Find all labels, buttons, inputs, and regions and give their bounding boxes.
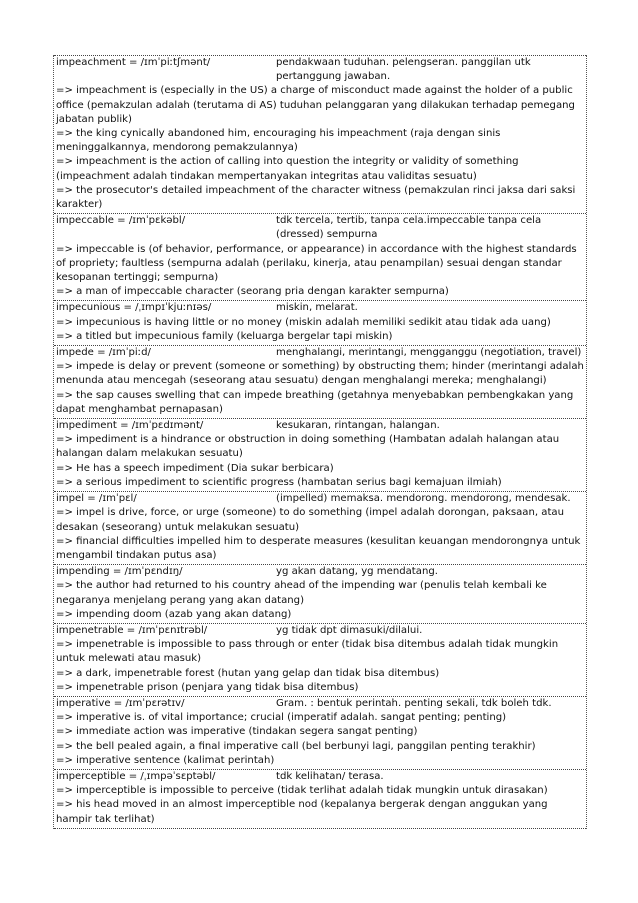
entry-example-line: => a titled but impecunious family (keluarga bergelar tapi miskin) bbox=[56, 330, 393, 342]
entry-term: impenetrable = /ɪmˈpɛnɪtrəbl/ bbox=[56, 624, 208, 636]
entry-term: impede = /ɪmˈpiːd/ bbox=[56, 347, 151, 359]
entry-meaning: kesukaran, rintangan, halangan. bbox=[276, 420, 440, 432]
entry-headline bbox=[56, 565, 584, 579]
entry-headline bbox=[56, 770, 584, 784]
entry-example-line: => impending doom (azab yang akan datang) bbox=[56, 608, 292, 620]
entry-example-line: => his head moved in an almost imperceptible nod (kepalanya bergerak dengan anggukan yang hampir tak terlihat) bbox=[56, 799, 548, 825]
entry-example-line: => impeachment is (especially in the US) a charge of misconduct made against the holder of a public office (pemakzulan adalah (terutama di AS) tuduhan pelanggaran yang dilakukan terhadap pemegang jabatan publik) bbox=[56, 85, 575, 125]
entry-example-line: => a serious impediment to scientific progress (hambatan serius bagi kemajuan ilmiah) bbox=[56, 476, 502, 488]
entry-headline bbox=[56, 56, 584, 84]
entry-example-line: => imperative is. of vital importance; crucial (imperatif adalah. sangat penting; penting) bbox=[56, 712, 507, 724]
entry-headline bbox=[56, 301, 584, 315]
entry-example-line: => He has a speech impediment (Dia sukar berbicara) bbox=[56, 462, 334, 474]
entry-meaning: pendakwaan tuduhan. pelengseran. panggilan utk pertanggung jawaban. bbox=[276, 57, 531, 83]
entry-meaning: tdk tercela, tertib, tanpa cela.impeccable tanpa cela (dressed) sempurna bbox=[276, 215, 542, 241]
entry-meaning: (impelled) memaksa. mendorong. mendorong, mendesak. bbox=[276, 493, 571, 505]
entry-headline bbox=[56, 492, 584, 506]
entry-example-line: => impecunious is having little or no money (miskin adalah memiliki sedikit atau tidak ada uang) bbox=[56, 316, 551, 328]
entry-example-line: => a man of impeccable character (seorang pria dengan karakter sempurna) bbox=[56, 286, 449, 298]
entry-example-line: => a dark, impenetrable forest (hutan yang gelap dan tidak bisa ditembus) bbox=[56, 667, 440, 679]
entry-example-line: => the king cynically abandoned him, encouraging his impeachment (raja dengan sinis meninggalkannya, mendorong pemakzulannya) bbox=[56, 128, 501, 154]
entry-example-line: => imperceptible is impossible to perceive (tidak terlihat adalah tidak mungkin untuk dirasakan) bbox=[56, 785, 548, 797]
dictionary-entry bbox=[54, 300, 586, 345]
entry-example-line: => impenetrable is impossible to pass through or enter (tidak bisa ditembus adalah tidak mungkin untuk melewati atau masuk) bbox=[56, 639, 559, 665]
entry-headline bbox=[56, 624, 584, 638]
entry-headline bbox=[56, 419, 584, 433]
entry-example-line: => the sap causes swelling that can impede breathing (getahnya menyebabkan pembengkakan yang dapat menghambat pernapasan) bbox=[56, 389, 574, 415]
entry-term: impel = /ɪmˈpɛl/ bbox=[56, 493, 137, 505]
dictionary-entry bbox=[54, 769, 586, 829]
entry-example-line: => impede is delay or prevent (someone or something) by obstructing them; hinder (merintangi adalah menunda atau mencegah (seseorang atau sesuatu) dengan menghalangi mereka; menghalangi) bbox=[56, 361, 584, 387]
entry-example-line: => impediment is a hindrance or obstruction in doing something (Hambatan adalah halangan atau halangan dalam melakukan sesuatu) bbox=[56, 434, 560, 460]
entry-example-line: => impeccable is (of behavior, performance, or appearance) in accordance with the highest standards of propriety; faultless (sempurna adalah (perilaku, kinerja, atau penampilan) sesuai dengan standar kesopanan tertinggi; sempurna) bbox=[56, 243, 577, 284]
entry-example-line: => imperative sentence (kalimat perintah) bbox=[56, 754, 275, 766]
dictionary-entry bbox=[54, 345, 586, 418]
dictionary-entry bbox=[54, 213, 586, 300]
dictionary-entry bbox=[54, 623, 586, 696]
entry-example-line: => the bell pealed again, a final imperative call (bel berbunyi lagi, panggilan penting terakhir) bbox=[56, 740, 536, 752]
entry-meaning: yg tidak dpt dimasuki/dilalui. bbox=[276, 624, 423, 636]
entry-term: impeccable = /ɪmˈpɛkəbl/ bbox=[56, 215, 186, 227]
entry-term: impediment = /ɪmˈpɛdɪmənt/ bbox=[56, 420, 204, 432]
dictionary-entry bbox=[54, 55, 586, 213]
dictionary-entry bbox=[54, 491, 586, 564]
dictionary-entry bbox=[54, 564, 586, 623]
entry-term: impeachment = /ɪmˈpiːtʃmənt/ bbox=[56, 57, 211, 68]
entry-meaning: Gram. : bentuk perintah. penting sekali, tdk boleh tdk. bbox=[276, 697, 552, 709]
entry-meaning: miskin, melarat. bbox=[276, 302, 358, 314]
entry-meaning: menghalangi, merintangi, mengganggu (negotiation, travel) bbox=[276, 347, 582, 359]
entry-headline bbox=[56, 346, 584, 360]
entry-example-line: => impel is drive, force, or urge (someone) to do something (impel adalah dorongan, paksaan, atau desakan (seseorang) untuk melakukan sesuatu) bbox=[56, 507, 564, 533]
dictionary-entry bbox=[54, 418, 586, 491]
entry-example-line: => the prosecutor's detailed impeachment of the character witness (pemakzulan rinci jaksa dari saksi karakter) bbox=[56, 184, 576, 211]
dictionary-sheet bbox=[53, 55, 587, 829]
entry-term: imperceptible = /ˌɪmpəˈsɛptəbl/ bbox=[56, 770, 216, 782]
entry-term: imperative = /ɪmˈpɛrətɪv/ bbox=[56, 697, 185, 709]
entry-example-line: => the author had returned to his country ahead of the impending war (penulis telah kembali ke negaranya menjelang perang yang akan datang) bbox=[56, 580, 547, 606]
entry-example-line: => immediate action was imperative (tindakan segera sangat penting) bbox=[56, 726, 418, 738]
entry-example-line: => impeachment is the action of calling into question the integrity or validity of something (impeachment adalah tindakan mempertanyakan integritas atau validitas sesuatu) bbox=[56, 156, 519, 182]
entry-headline bbox=[56, 214, 584, 242]
entry-headline bbox=[56, 697, 584, 711]
entry-term: impecunious = /ˌɪmpɪˈkjuːnɪəs/ bbox=[56, 302, 212, 314]
entry-meaning: yg akan datang, yg mendatang. bbox=[276, 566, 438, 578]
entry-term: impending = /ɪmˈpɛndɪŋ/ bbox=[56, 566, 183, 578]
entry-example-line: => impenetrable prison (penjara yang tidak bisa ditembus) bbox=[56, 681, 359, 693]
entry-example-line: => financial difficulties impelled him to desperate measures (kesulitan keuangan mendorongnya untuk mengambil tindakan putus asa) bbox=[56, 535, 581, 561]
dictionary-entry bbox=[54, 696, 586, 769]
entry-meaning: tdk kelihatan/ terasa. bbox=[276, 770, 384, 782]
